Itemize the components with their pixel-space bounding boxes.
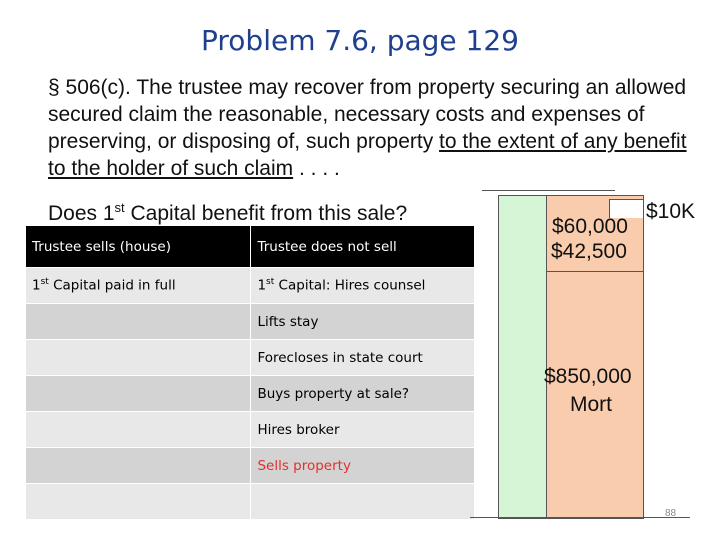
empty-cell (26, 340, 251, 376)
question-before: Does 1 (48, 202, 115, 225)
table-row (26, 376, 475, 412)
cell-buys-property: Buys property at sale? (251, 376, 475, 412)
label-60000: $60,000 (552, 215, 628, 238)
cell-lifts-stay: Lifts stay (251, 304, 475, 340)
property-value-bar (498, 195, 548, 519)
empty-cell (26, 484, 251, 520)
cell-text: Capital: Hires counsel (274, 277, 426, 294)
table-row (26, 268, 475, 304)
question-after: Capital benefit from this sale? (124, 202, 408, 225)
label-10k: $10K (646, 200, 696, 223)
statute-ellipsis: . . . . (293, 157, 340, 180)
cell-sup: st (266, 277, 275, 288)
table-row (26, 304, 475, 340)
table-row (26, 412, 475, 448)
table-header-row (26, 226, 475, 268)
cell-sup: st (40, 277, 49, 288)
table-row (26, 484, 475, 520)
cell-text: 1 (257, 277, 267, 294)
statute-main: § 506(c). The trustee may recover from property securing an allowed secured claim the reasonable, necessary costs and expenses of preserving, or disposing of, such property (48, 76, 687, 153)
slide-title: Problem 7.6, page 129 (201, 24, 519, 57)
statute-underlined: to the extent of any benefit to the holder of such claim (48, 130, 687, 180)
cell-text: Capital paid in full (48, 277, 176, 294)
baseline (470, 517, 690, 518)
top-divider-line (482, 190, 615, 191)
statute-text (48, 74, 688, 182)
header-trustee-not-sell: Trustee does not sell (251, 226, 475, 268)
cell-text: 1 (32, 277, 41, 294)
cell-sells-property: Sells property (251, 448, 475, 484)
empty-cell (26, 448, 251, 484)
empty-cell (26, 304, 251, 340)
header-trustee-sells: Trustee sells (house) (26, 226, 251, 268)
question-sup: st (114, 200, 125, 215)
cell-hires-counsel (251, 268, 475, 304)
cell-forecloses: Forecloses in state court (251, 340, 475, 376)
label-850000: $850,000 (544, 365, 632, 388)
table-row (26, 340, 475, 376)
label-mort: Mort (570, 393, 612, 416)
page-number: 88 (665, 508, 677, 519)
label-42500: $42,500 (551, 240, 627, 263)
empty-cell (26, 412, 251, 448)
question (48, 200, 407, 226)
comparison-table (25, 225, 475, 520)
cell-capital-paid (26, 268, 251, 304)
table-row (26, 448, 475, 484)
empty-cell (26, 376, 251, 412)
cell-hires-broker: Hires broker (251, 412, 475, 448)
empty-cell (251, 484, 475, 520)
